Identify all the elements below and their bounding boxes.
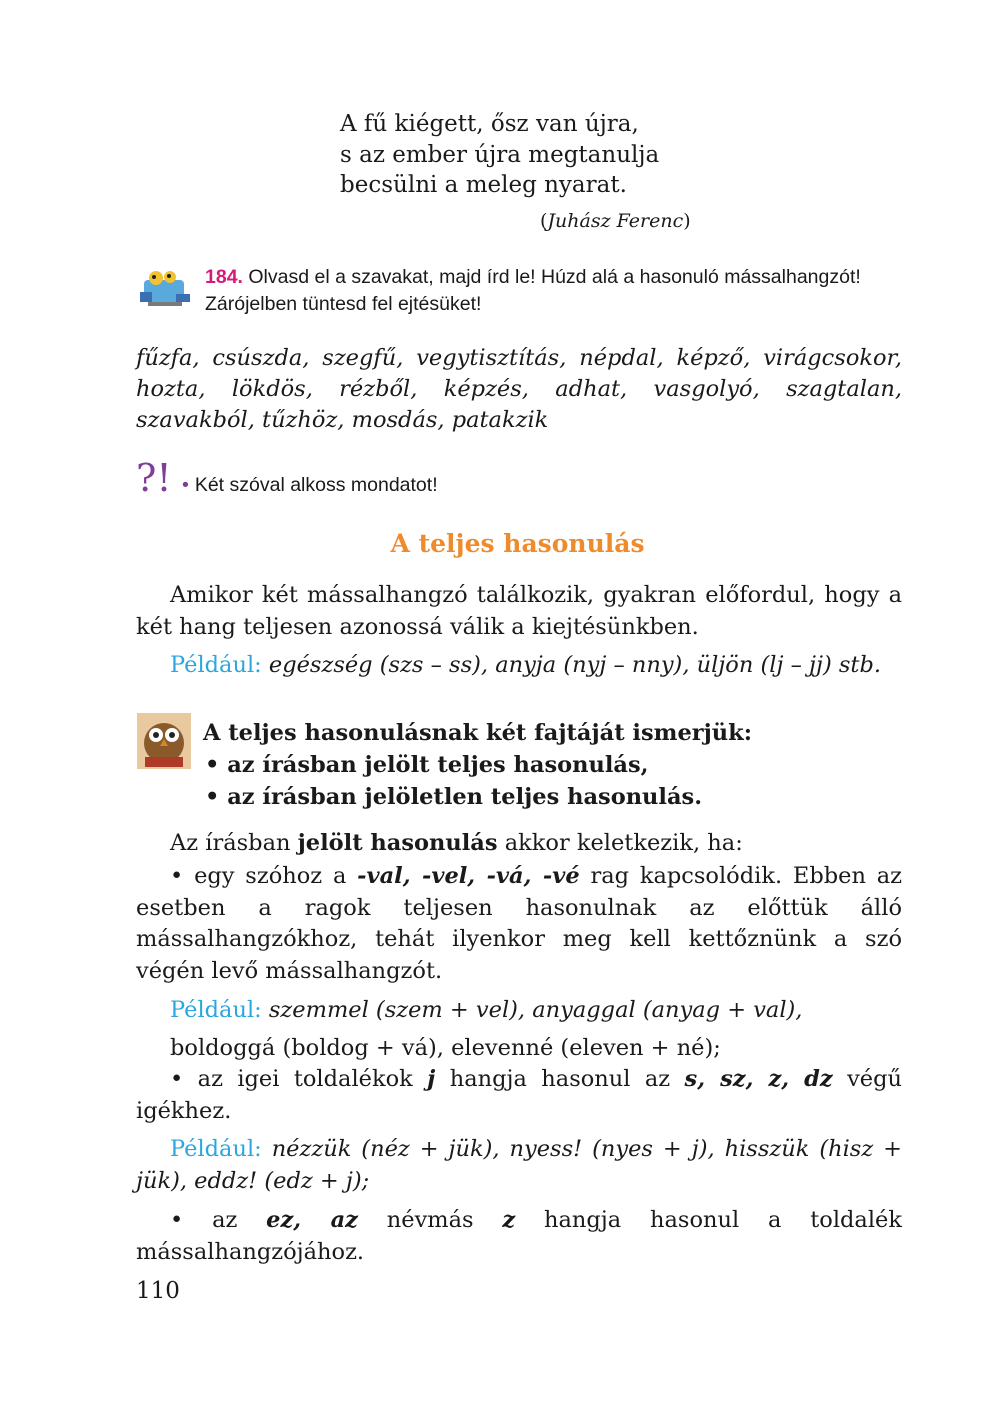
- subtask: [182, 474, 438, 497]
- section-heading: A teljes hasonulás: [390, 529, 645, 558]
- task-icon: [138, 268, 192, 308]
- bold-term: jelölt hasonulás: [297, 830, 498, 856]
- pronoun-term: ez, az: [266, 1207, 358, 1233]
- suffix-term: -val, -vel, -vá, -vé: [357, 863, 580, 889]
- letter-term: j: [427, 1066, 436, 1092]
- body-paragraph: [136, 1205, 902, 1268]
- text-span: névmás: [357, 1207, 503, 1233]
- intro-example: [136, 650, 902, 682]
- text-span: • az: [170, 1207, 267, 1233]
- task-words: fűzfa, csúszda, szegfű, vegytisztítás, népdal, képző, virágcsokor, hozta, lökdös, rézből, képzés, adhat, vasgolyó, szagtalan, szavakból, tűzhöz, mosdás, patakzik: [136, 345, 902, 433]
- example-label: Például:: [170, 652, 262, 678]
- example-1: [136, 995, 902, 1027]
- text-span: hangja hasonul a toldalék mássalhangzójához.: [136, 1207, 902, 1265]
- subtask-text: Két szóval alkoss mondatot!: [194, 474, 438, 496]
- example-text: nézzük (néz + jük), nyess! (nyes + j), hisszük (hisz + jük), eddz! (edz + j);: [136, 1136, 902, 1194]
- poem: [340, 109, 659, 201]
- text-span: • az igei toldalékok: [170, 1066, 428, 1092]
- body-paragraph: [136, 828, 902, 860]
- text-span: hangja hasonul az: [435, 1066, 685, 1092]
- letters-term: s, sz, z, dz: [684, 1066, 833, 1092]
- letter-term: z: [502, 1207, 516, 1233]
- text-span: Az írásban: [170, 830, 298, 856]
- poem-line: A fű kiégett, ősz van újra,: [340, 111, 639, 137]
- example-label: Például:: [170, 1136, 262, 1162]
- poem-author: (Juhász Ferenc): [540, 210, 691, 232]
- poem-line: becsülni a meleg nyarat.: [340, 172, 627, 198]
- example-2: [136, 1134, 902, 1197]
- example-text: egészség (szs – ss), anyja (nyj – nny), üljön (lj – jj) stb.: [261, 652, 882, 678]
- task-text: Olvasd el a szavakat, majd írd le! Húzd alá a hasonuló mássalhangzót! Zárójelben tüntesd fel ejtésüket!: [205, 266, 861, 315]
- intro-paragraph: Amikor két mássalhangzó találkozik, gyakran előfordul, hogy a két hang teljesen azonossá válik a kiejtésünkben.: [136, 582, 902, 640]
- poem-line: s az ember újra megtanulja: [340, 141, 660, 168]
- body-paragraph: [136, 861, 902, 987]
- rule-item: • az írásban jelöletlen teljes hasonulás.: [205, 784, 703, 810]
- task-instruction: [205, 264, 903, 318]
- rule-item: • az írásban jelölt teljes hasonulás,: [205, 752, 649, 778]
- rule-box: [203, 717, 752, 813]
- example-1-cont: boldoggá (boldog + vá), elevenné (eleven + né);: [170, 1035, 721, 1061]
- owl-icon: [137, 713, 191, 769]
- bullet: •: [182, 474, 189, 496]
- author-name: Juhász Ferenc: [547, 210, 684, 232]
- example-text: szemmel (szem + vel), anyaggal (anyag + val),: [261, 997, 803, 1023]
- text-span: rag kapcsolódik. Ebben az esetben a ragok teljesen hasonulnak az előttük álló mássalhangzókhoz, tehát ilyenkor meg kell kettőznünk a szó végén levő mássalhangzót.: [136, 863, 903, 984]
- rule-title: A teljes hasonulásnak két fajtáját ismerjük:: [203, 720, 753, 746]
- question-exclamation-icon: ?!: [136, 456, 172, 500]
- body-paragraph: [136, 1064, 902, 1127]
- text-span: végű igékhez.: [136, 1066, 903, 1124]
- example-label: Például:: [170, 997, 262, 1023]
- text-span: • egy szóhoz a: [170, 863, 358, 889]
- page-number: 110: [136, 1278, 180, 1304]
- task-number: 184.: [205, 266, 243, 288]
- text-span: akkor keletkezik, ha:: [497, 830, 743, 856]
